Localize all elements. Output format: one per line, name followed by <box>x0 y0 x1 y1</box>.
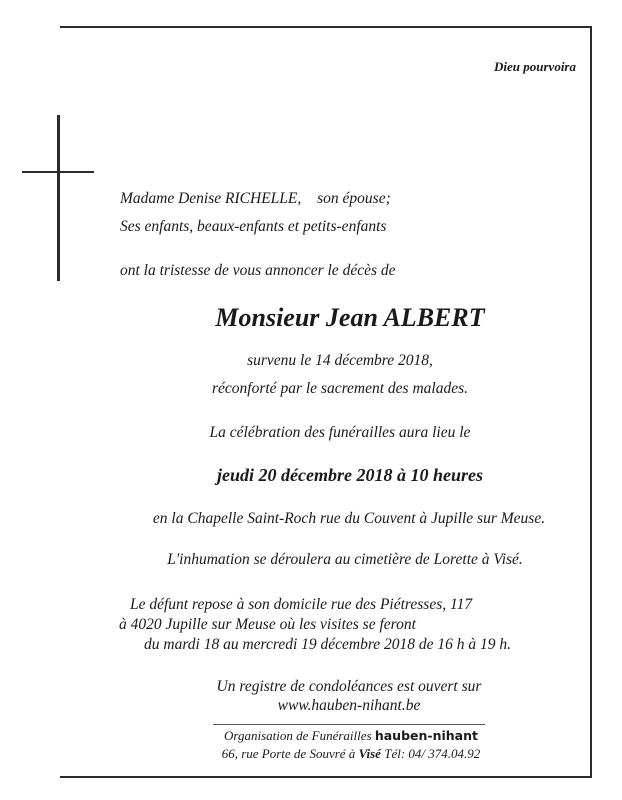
footer-city: Visé <box>358 746 381 761</box>
motto: Dieu pourvoira <box>494 59 576 74</box>
cross-vertical <box>57 115 59 281</box>
spouse-role: son épouse; <box>317 190 391 207</box>
ceremony-place: en la Chapelle Saint-Roch rue du Couvent à Jupille sur Meuse. <box>152 510 546 527</box>
visits-line-3: du mardi 18 au mercredi 19 décembre 2018 de 16 h à 19 h. <box>144 636 512 653</box>
ceremony-intro: La célébration des funérailles aura lieu le <box>209 424 471 441</box>
frame-gap-top <box>57 26 60 115</box>
footer-address-prefix: 66, rue Porte de Souvré à <box>221 746 356 761</box>
footer-address <box>0 746 622 762</box>
footer-org-prefix: Organisation de Funérailles <box>224 728 372 743</box>
deceased-name: Monsieur Jean ALBERT <box>215 303 485 332</box>
register-line: Un registre de condoléances est ouvert sur <box>216 678 482 695</box>
register-website[interactable]: www.hauben-nihant.be <box>277 697 421 714</box>
notice-frame <box>58 26 592 778</box>
visits-line-2: à 4020 Jupille sur Meuse où les visites se feront <box>119 616 416 633</box>
family-line-2: Ses enfants, beaux-enfants et petits-enfants <box>120 218 387 235</box>
death-line-2: réconforté par le sacrement des malades. <box>212 380 468 397</box>
announce-line: ont la tristesse de vous annoncer le décès de <box>120 262 396 279</box>
footer-brand: hauben-nihant <box>374 728 478 743</box>
family-line-1 <box>120 190 391 208</box>
footer-organisation <box>0 728 622 744</box>
visits-line-1: Le défunt repose à son domicile rue des Piétresses, 117 <box>130 596 473 613</box>
burial-line: L'inhumation se déroulera au cimetière de Lorette à Visé. <box>167 551 523 568</box>
footer-phone: Tél: 04/ 374.04.92 <box>384 746 481 761</box>
ceremony-datetime: jeudi 20 décembre 2018 à 10 heures <box>217 465 483 485</box>
cross-horizontal <box>22 171 94 173</box>
spouse-name: Madame Denise RICHELLE, <box>120 190 302 207</box>
footer-divider <box>213 724 485 725</box>
death-line-1: survenu le 14 décembre 2018, <box>247 352 433 369</box>
